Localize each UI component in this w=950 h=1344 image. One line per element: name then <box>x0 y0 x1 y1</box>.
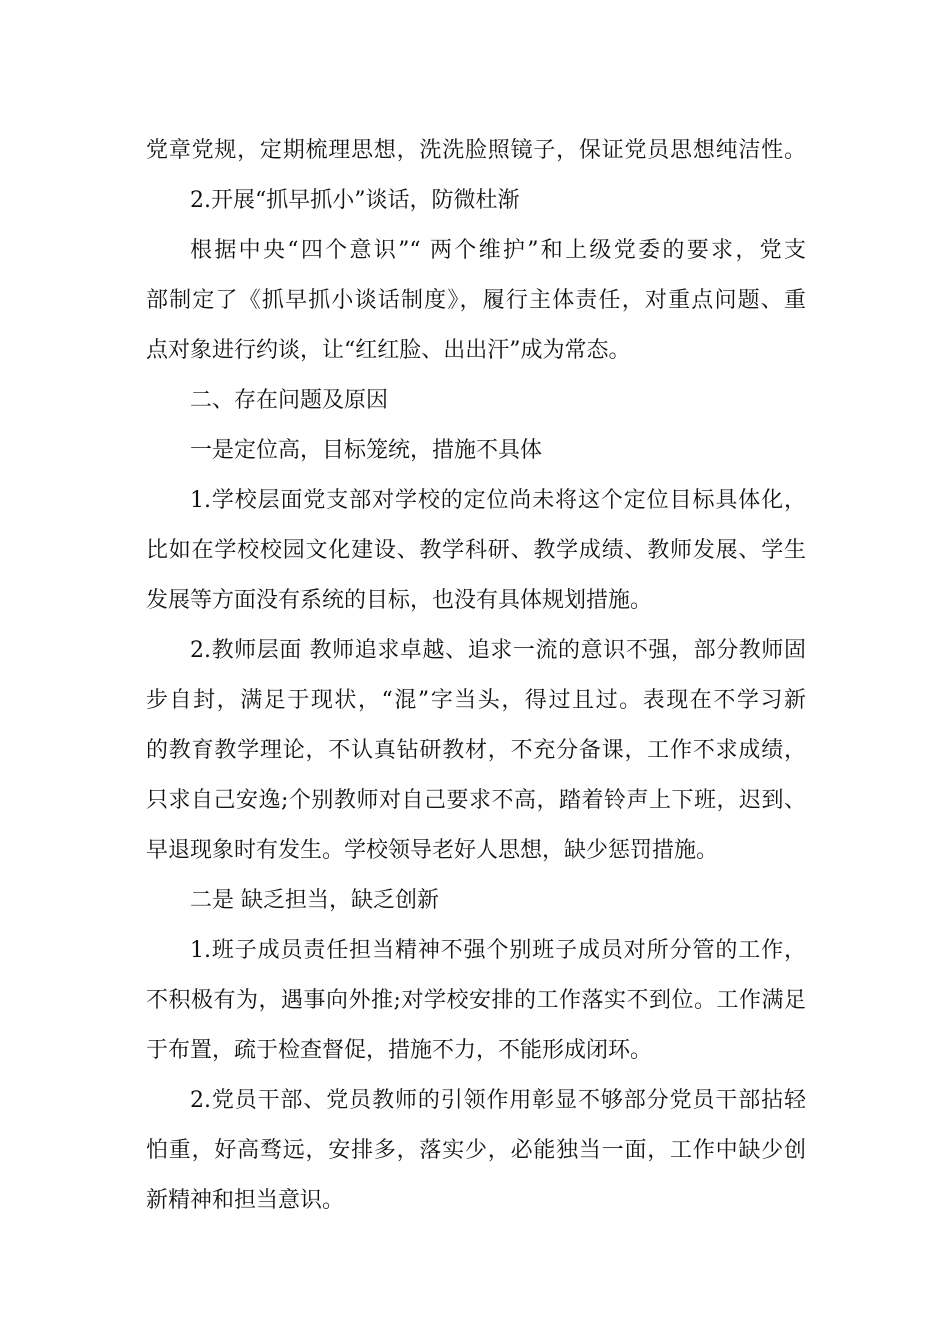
text-line: 只求自己安逸;个别教师对自己要求不高，踏着铃声上下班，迟到、 <box>146 788 806 813</box>
text-line: 步自封，满足于现状，“混”字当头，得过且过。表现在不学习新 <box>146 688 806 713</box>
text-line: 根据中央“四个意识”“ 两个维护”和上级党委的要求，党支 <box>190 238 806 263</box>
text-line: 早退现象时有发生。学校领导老好人思想，缺少惩罚措施。 <box>146 838 719 863</box>
section-heading: 2.开展“抓早抓小”谈话，防微杜渐 <box>190 188 520 213</box>
text-line: 的教育教学理论，不认真钻研教材，不充分备课，工作不求成绩， <box>146 738 806 763</box>
text-line: 比如在学校校园文化建设、教学科研、教学成绩、教师发展、学生 <box>146 538 806 563</box>
text-line: 怕重，好高骛远，安排多，落实少，必能独当一面，工作中缺少创 <box>146 1138 806 1163</box>
text-line: 1.班子成员责任担当精神不强个别班子成员对所分管的工作， <box>190 938 806 963</box>
text-line: 2.党员干部、党员教师的引领作用彰显不够部分党员干部拈轻 <box>190 1088 806 1113</box>
text-line: 于布置，疏于检查督促，措施不力，不能形成闭环。 <box>146 1038 653 1063</box>
text-line: 2.教师层面 教师追求卓越、追求一流的意识不强，部分教师固 <box>190 638 806 663</box>
section-heading: 二是 缺乏担当，缺乏创新 <box>190 888 439 913</box>
text-line: 部制定了《抓早抓小谈话制度》，履行主体责任，对重点问题、重 <box>146 288 806 313</box>
section-heading: 二、存在问题及原因 <box>190 388 389 413</box>
text-line: 发展等方面没有系统的目标，也没有具体规划措施。 <box>146 588 653 613</box>
text-line: 点对象进行约谈，让“红红脸、出出汗”成为常态。 <box>146 338 631 363</box>
text-line: 1.学校层面党支部对学校的定位尚未将这个定位目标具体化， <box>190 488 806 513</box>
text-line: 新精神和担当意识。 <box>146 1188 345 1213</box>
text-line: 不积极有为，遇事向外推;对学校安排的工作落实不到位。工作满足 <box>146 988 806 1013</box>
text-line: 党章党规，定期梳理思想，洗洗脸照镜子，保证党员思想纯洁性。 <box>146 138 806 163</box>
section-heading: 一是定位高，目标笼统，措施不具体 <box>190 438 543 463</box>
